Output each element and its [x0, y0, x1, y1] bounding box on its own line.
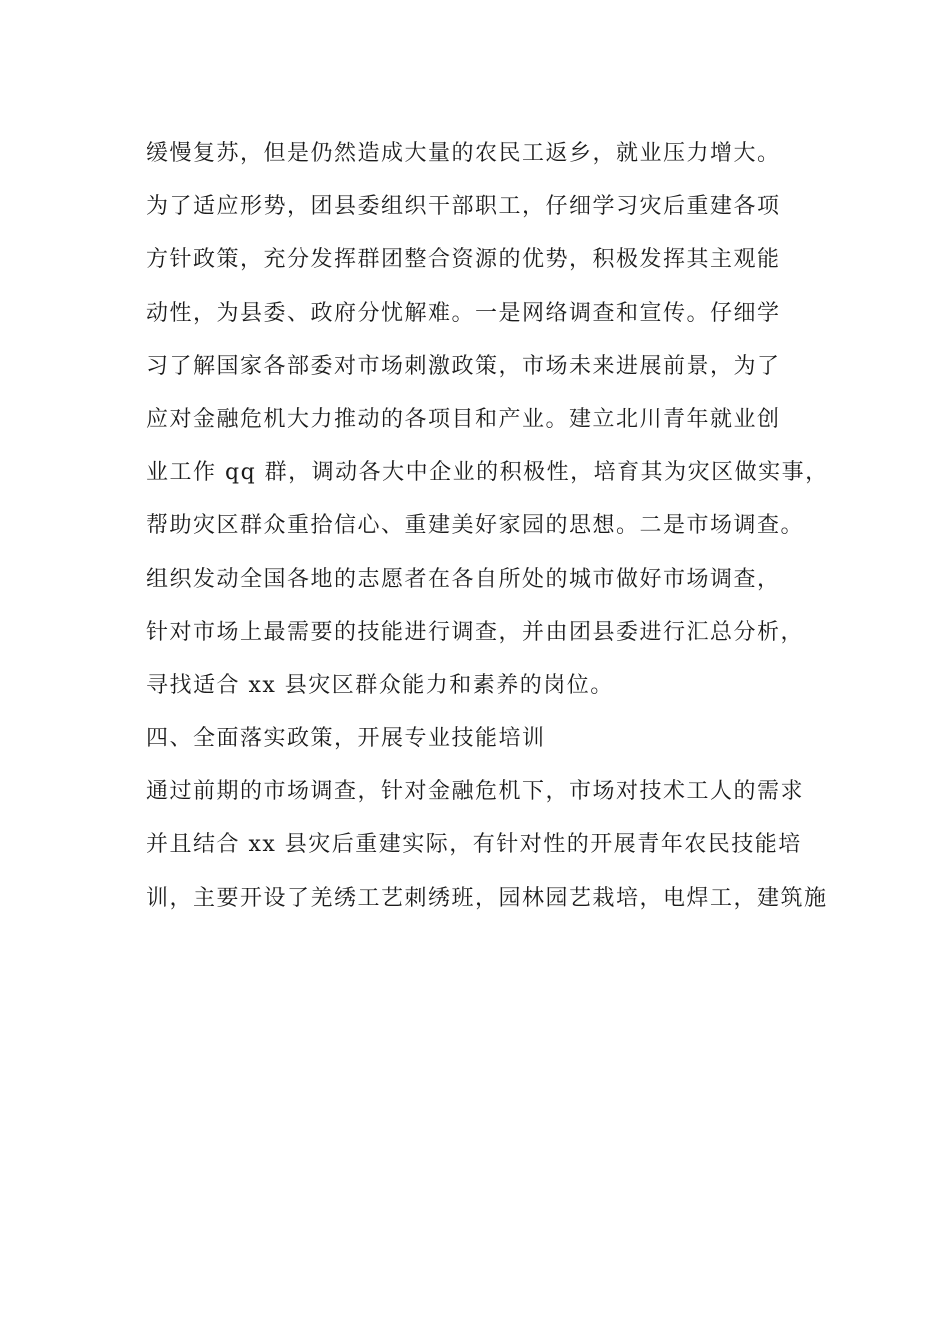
- text-line-4: 动性，为县委、政府分忧解难。一是网络调查和宣传。仔细学: [146, 300, 781, 326]
- document-body: [146, 132, 836, 930]
- text-line-13: 通过前期的市场调查，针对金融危机下，市场对技术工人的需求: [146, 779, 805, 805]
- text-line-9: 组织发动全国各地的志愿者在各自所处的城市做好市场调查，: [146, 566, 781, 592]
- text-line-3: 方针政策，充分发挥群团整合资源的优势，积极发挥其主观能: [146, 247, 781, 273]
- text-line-15: 训，主要开设了羌绣工艺刺绣班，园林园艺栽培，电焊工，建筑施: [146, 885, 828, 911]
- text-line-7: 业工作 qq 群，调动各大中企业的积极性，培育其为灾区做实事，: [146, 460, 829, 486]
- text-line-1: 缓慢复苏，但是仍然造成大量的农民工返乡，就业压力增大。: [146, 141, 781, 166]
- text-line-10: 针对市场上最需要的技能进行调查，并由团县委进行汇总分析，: [146, 619, 805, 645]
- text-line-2: 为了适应形势，团县委组织干部职工，仔细学习灾后重建各项: [146, 194, 781, 220]
- text-line-5: 习了解国家各部委对市场刺激政策，市场未来进展前景，为了: [146, 353, 781, 379]
- section-heading: 四、全面落实政策，开展专业技能培训: [146, 726, 546, 752]
- text-line-8: 帮助灾区群众重拾信心、重建美好家园的思想。二是市场调查。: [146, 513, 805, 539]
- text-line-11: 寻找适合 xx 县灾区群众能力和素养的岗位。: [146, 672, 614, 698]
- text-line-14: 并且结合 xx 县灾后重建实际，有针对性的开展青年农民技能培: [146, 832, 802, 858]
- text-line-6: 应对金融危机大力推动的各项目和产业。建立北川青年就业创: [146, 406, 781, 432]
